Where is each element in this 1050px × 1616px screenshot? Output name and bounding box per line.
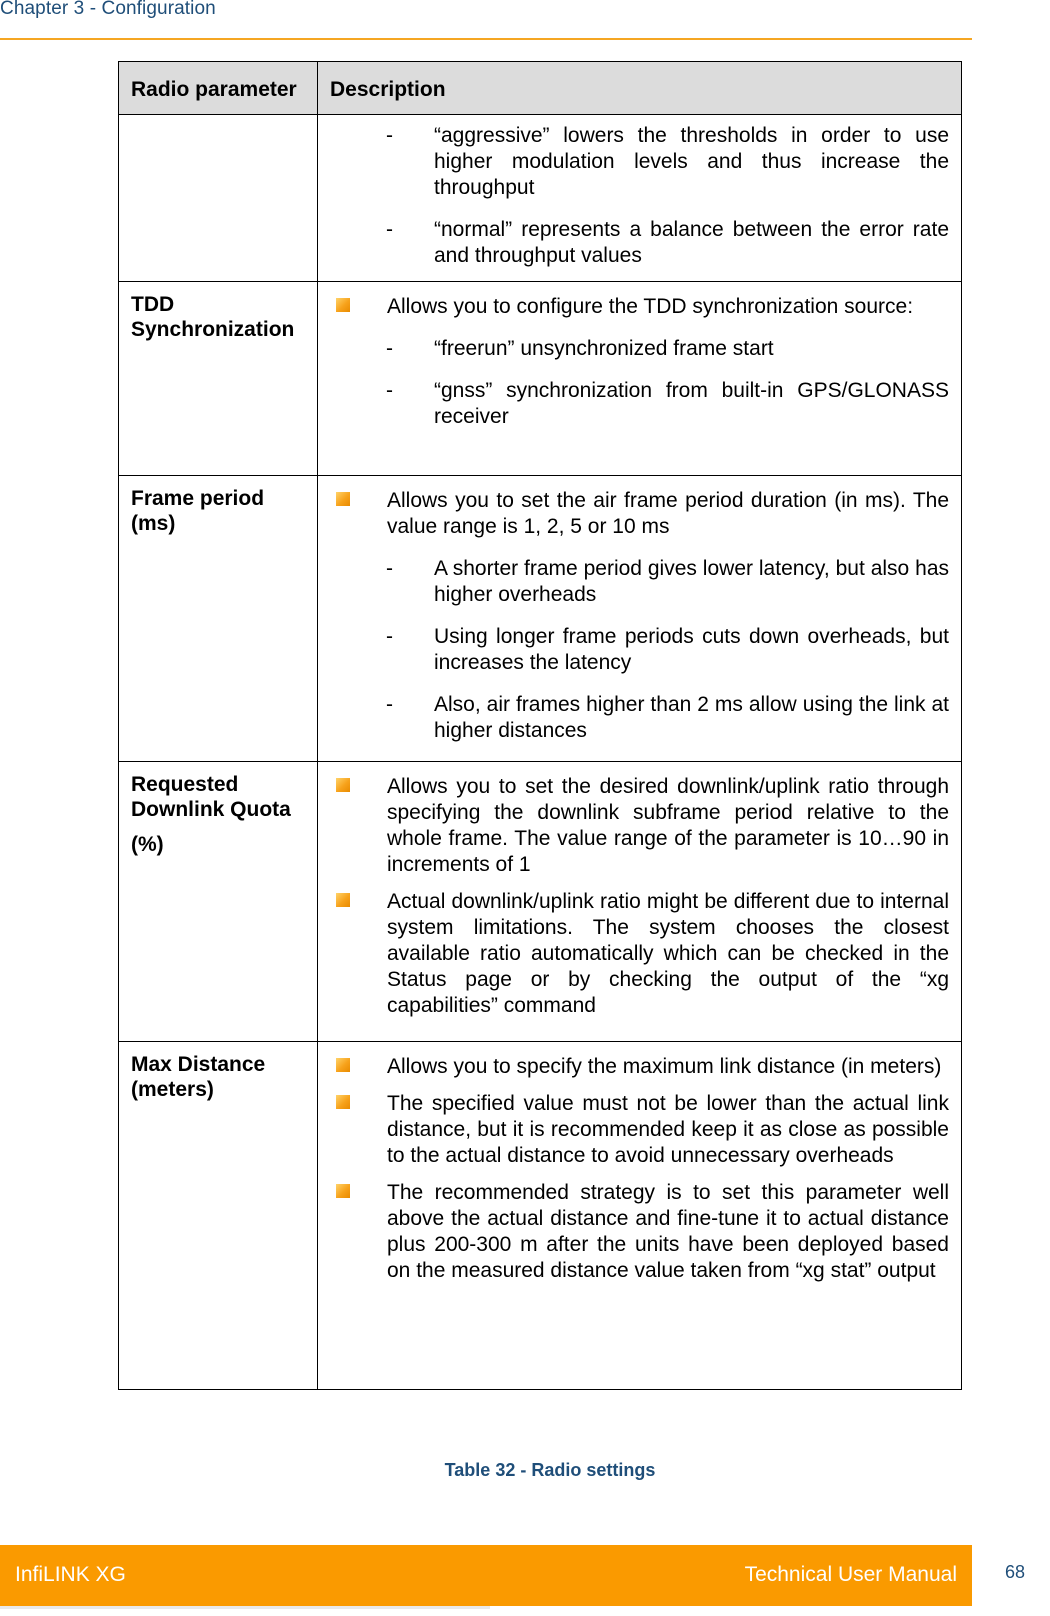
dash-marker: - [386,218,393,241]
description-text: Allows you to set the desired downlink/uplink ratio through specifying the downlink subframe period relative to the whole frame. The value range of the parameter is 10…90 in increments of 1 [387,775,949,876]
footer-document-title: Technical User Manual [744,1563,957,1586]
page-number: 68 [1005,1562,1026,1582]
description-cell [318,476,962,762]
parameter-name: TDD Synchronization [131,293,295,341]
dash-item [336,556,949,608]
description-cell [318,115,962,282]
square-bullet-icon [336,1095,350,1109]
radio-settings-table [118,61,962,1390]
dash-marker: - [386,557,393,580]
bullet-item [336,488,949,540]
footer-divider [0,1606,490,1609]
dash-marker: - [386,124,393,147]
description-text: “gnss” synchronization from built-in GPS/GLONASS receiver [434,379,949,428]
description-text: Also, air frames higher than 2 ms allow using the link at higher distances [434,693,949,742]
bullet-item [336,774,949,878]
description-text: “aggressive” lowers the thresholds in order to use higher modulation levels and thus increase the throughput [434,124,949,199]
dash-item [336,692,949,744]
description-text: “normal” represents a balance between the error rate and throughput values [434,218,949,267]
dash-item [336,217,949,269]
parameter-name: Requested Downlink Quota [131,773,291,821]
dash-item [336,336,949,362]
parameter-name: Max Distance (meters) [131,1053,266,1101]
bullet-item [336,1091,949,1169]
column-header-description: Description [318,62,962,115]
table-header-row [119,62,962,115]
description-text: Using longer frame periods cuts down overheads, but increases the latency [434,625,949,674]
parameter-cell [119,115,318,282]
description-cell [318,282,962,476]
dash-item [336,123,949,201]
square-bullet-icon [336,893,350,907]
table-row [119,282,962,476]
description-text: “freerun” unsynchronized frame start [434,337,774,360]
dash-item [336,378,949,430]
description-cell [318,762,962,1042]
parameter-cell [119,762,318,1042]
parameter-cell [119,1042,318,1390]
bullet-item [336,294,949,320]
square-bullet-icon [336,1184,350,1198]
footer-bar [0,1545,972,1606]
table-row [119,476,962,762]
description-text: Allows you to configure the TDD synchronization source: [387,295,914,318]
description-text: Actual downlink/uplink ratio might be different due to internal system limitations. The system chooses the closest available ratio automatically which can be checked in the Status page or by checking the output of the “xg capabilities” command [387,890,949,1017]
bullet-item [336,1054,949,1080]
parameter-cell [119,282,318,476]
description-text: The specified value must not be lower than the actual link distance, but it is recommended keep it as close as possible to the actual distance to avoid unnecessary overheads [387,1092,949,1167]
dash-marker: - [386,693,393,716]
table-caption: Table 32 - Radio settings [444,1460,656,1480]
table-row [119,115,962,282]
table-row [119,1042,962,1390]
parameter-name: Frame period (ms) [131,487,265,535]
square-bullet-icon [336,492,350,506]
description-text: A shorter frame period gives lower latency, but also has higher overheads [434,557,949,606]
dash-marker: - [386,625,393,648]
description-text: The recommended strategy is to set this parameter well above the actual distance and fine-tune it to actual distance plus 200-300 m after the units have been deployed based on the measured distance value taken from “xg stat” output [387,1181,949,1282]
description-text: Allows you to set the air frame period duration (in ms). The value range is 1, 2, 5 or 10 ms [387,489,949,538]
square-bullet-icon [336,298,350,312]
bullet-item [336,1180,949,1284]
square-bullet-icon [336,778,350,792]
column-header-radio-parameter: Radio parameter [119,62,318,115]
description-text: Allows you to specify the maximum link distance (in meters) [387,1055,942,1078]
dash-marker: - [386,379,393,402]
dash-item [336,624,949,676]
footer-product-name: InfiLINK XG [15,1563,126,1586]
description-cell [318,1042,962,1390]
square-bullet-icon [336,1058,350,1072]
parameter-unit: (%) [131,833,164,856]
dash-marker: - [386,337,393,360]
table-row [119,762,962,1042]
chapter-header [0,0,972,40]
chapter-title: Chapter 3 - Configuration [0,0,216,19]
bullet-item [336,889,949,1019]
parameter-cell [119,476,318,762]
